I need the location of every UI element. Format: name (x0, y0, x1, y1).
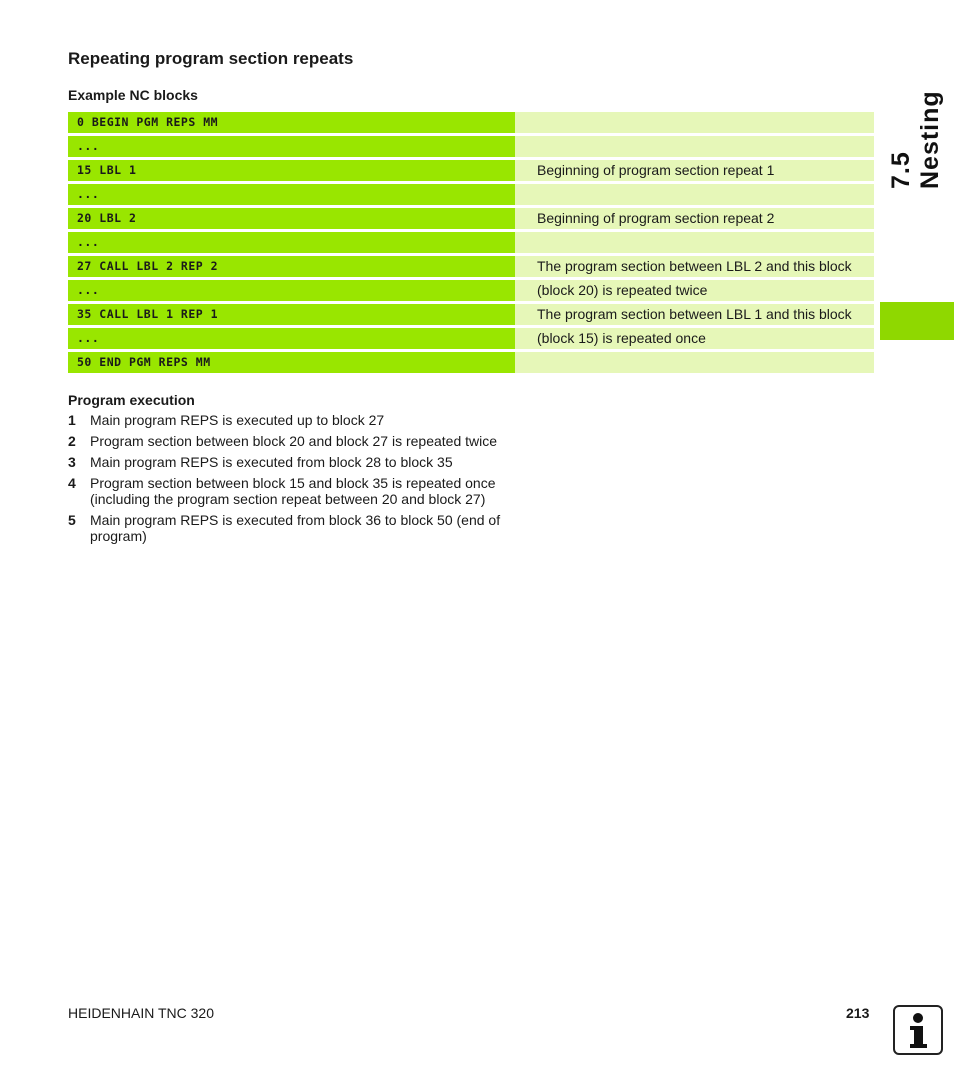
nc-code: ... (68, 184, 515, 205)
nc-row (68, 256, 874, 277)
nc-row (68, 160, 874, 181)
nc-comment: The program section between LBL 2 and this block (515, 256, 874, 277)
step-number: 2 (68, 433, 76, 449)
nc-code: ... (68, 136, 515, 157)
nc-comment: The program section between LBL 1 and this block (515, 304, 874, 325)
nc-code: 35 CALL LBL 1 REP 1 (68, 304, 515, 325)
list-item (68, 412, 518, 428)
nc-comment: Beginning of program section repeat 2 (515, 208, 874, 229)
step-text: Main program REPS is executed from block 28 to block 35 (90, 454, 453, 470)
section-title: Repeating program section repeats (68, 49, 354, 68)
nc-row (68, 184, 874, 205)
info-icon (893, 1005, 943, 1055)
nc-row (68, 112, 874, 133)
nc-comment: Beginning of program section repeat 1 (515, 160, 874, 181)
chapter-side-title: 7.5 Nesting (887, 90, 944, 189)
nc-row (68, 328, 874, 349)
step-text: Main program REPS is executed up to block 27 (90, 412, 385, 428)
execution-steps (68, 412, 518, 549)
nc-row (68, 280, 874, 301)
nc-code: 15 LBL 1 (68, 160, 515, 181)
list-item (68, 512, 518, 544)
step-number: 3 (68, 454, 76, 470)
nc-code: 0 BEGIN PGM REPS MM (68, 112, 515, 133)
chapter-tab-marker (880, 302, 954, 340)
nc-row (68, 232, 874, 253)
list-item (68, 454, 518, 470)
nc-code: 20 LBL 2 (68, 208, 515, 229)
nc-comment (515, 232, 874, 253)
example-label: Example NC blocks (68, 87, 198, 103)
program-execution-label: Program execution (68, 392, 195, 408)
nc-block-table (68, 112, 874, 376)
footer-product: HEIDENHAIN TNC 320 (68, 1005, 215, 1021)
nc-comment: (block 15) is repeated once (515, 328, 874, 349)
step-text: Program section between block 20 and block 27 is repeated twice (90, 433, 498, 449)
nc-row (68, 352, 874, 373)
nc-comment (515, 136, 874, 157)
nc-code: ... (68, 328, 515, 349)
nc-comment: (block 20) is repeated twice (515, 280, 874, 301)
nc-code: 27 CALL LBL 2 REP 2 (68, 256, 515, 277)
nc-comment (515, 184, 874, 205)
nc-comment (515, 112, 874, 133)
list-item (68, 433, 518, 449)
nc-row (68, 136, 874, 157)
page-number: 213 (846, 1005, 870, 1021)
nc-row (68, 304, 874, 325)
step-number: 5 (68, 512, 76, 528)
nc-row (68, 208, 874, 229)
step-text: Main program REPS is executed from block 36 to block 50 (end of program) (90, 512, 501, 544)
list-item (68, 475, 518, 507)
nc-comment (515, 352, 874, 373)
step-text: Program section between block 15 and block 35 is repeated once (including the program section repeat between 20 and block 27) (90, 475, 496, 507)
nc-code: ... (68, 232, 515, 253)
step-number: 1 (68, 412, 76, 428)
nc-code: 50 END PGM REPS MM (68, 352, 515, 373)
step-number: 4 (68, 475, 76, 491)
nc-code: ... (68, 280, 515, 301)
